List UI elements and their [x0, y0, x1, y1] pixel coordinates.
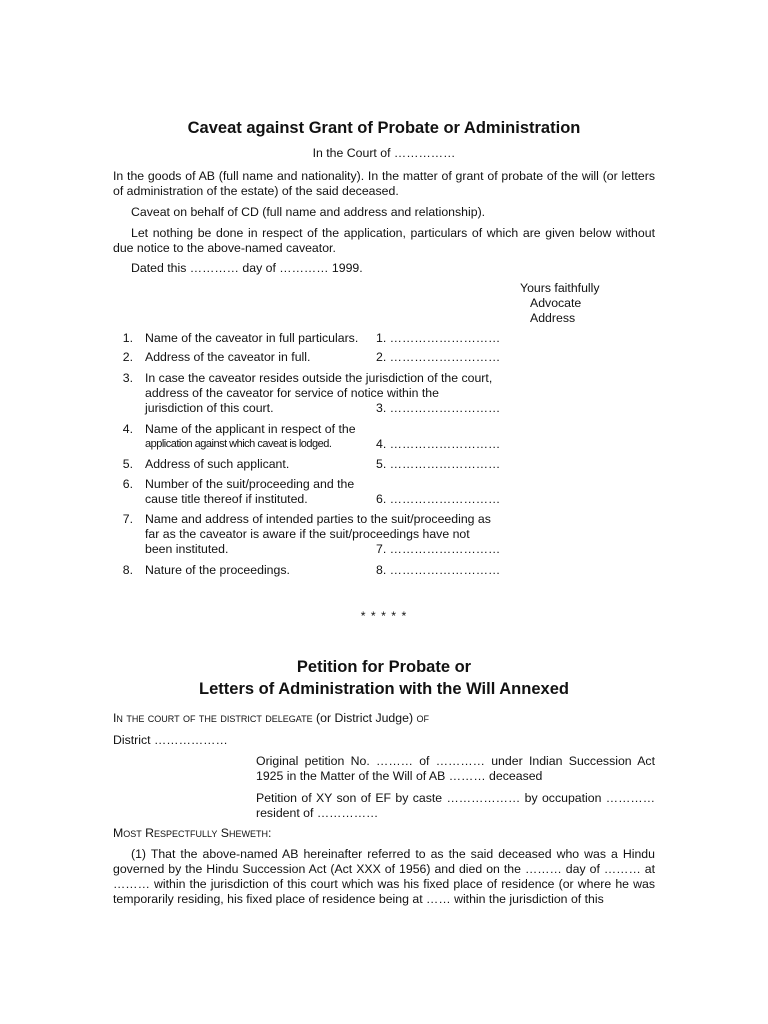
item-text: address of the caveator for service of notice within the [145, 386, 439, 400]
item-number: 1. [122, 331, 133, 345]
caveat-paragraph-1: In the goods of AB (full name and nationality). In the matter of grant of probate of the will (or letters of administration of the estate) of the said deceased. [113, 169, 655, 198]
item-text: Number of the suit/proceeding and the [145, 477, 355, 491]
petition-title-line-2: Letters of Administration with the Will Annexed [199, 680, 569, 698]
caveat-paragraph-3: Let nothing be done in respect of the application, particulars of which are given below without due notice to the above-named caveator. [113, 226, 655, 255]
court-of: of [416, 711, 429, 725]
item-text: Nature of the proceedings. [145, 563, 290, 577]
item-text: Address of such applicant. [145, 457, 290, 471]
item-text: far as the caveator is aware if the suit/proceedings have not [145, 527, 470, 541]
caveat-paragraph-2: Caveat on behalf of CD (full name and address and relationship). [131, 205, 486, 219]
item-text: Address of the caveator in full. [145, 350, 311, 364]
court-line: In the Court of …………… [312, 146, 456, 160]
court-parenthetical: (or District Judge) [316, 711, 414, 725]
signoff-address: Address [530, 311, 576, 325]
court-small-caps: In the court of the district delegate [113, 711, 313, 725]
item-text: been instituted. [145, 542, 229, 556]
item-fill: 8. ……………………… [376, 563, 501, 577]
petition-court-heading [113, 711, 655, 726]
item-fill: 3. ……………………… [376, 401, 501, 415]
petition-of-text: Petition of XY son of EF by caste ……………… by occupation ………… resident of …………… [256, 791, 655, 820]
item-text: Name of the applicant in respect of the [145, 422, 356, 436]
original-petition-text: Original petition No. ……… of ………… under Indian Succession Act 1925 in the Matter of the Will of AB ……… deceased [256, 754, 655, 783]
item-fill: 7. ……………………… [376, 542, 501, 556]
item-fill: 2. ……………………… [376, 350, 501, 364]
petition-title-line-1: Petition for Probate or [296, 658, 472, 676]
dated-line: Dated this ………… day of ………… 1999. [131, 261, 363, 275]
caveat-particulars-list: 1. Name of the caveator in full particulars. 1. ……………………… 2. Address of the caveator in full. 2. ……………………… 3. In case the caveator resides outside the jurisdiction of the court, address of the caveator for service of notice within the jurisdiction of this court. 3. ……………………… 4. Name of the applicant in respect of the application against which caveat is lodged. 4. ……………………… 5. Address of such applicant. 5. ……………………… 6. Number of the suit/proceeding and the cause title thereof if instituted. 6. ……………………… 7. Name and address of intended parties to the suit/proceeding as far as the caveator is aware if the suit/proceedings have not been instituted. 7. ……………………… 8. Nature of the proceedings. 8. ……………………… [0, 0, 768, 1024]
item-text: Name of the caveator in full particulars. [145, 331, 359, 345]
item-fill: 6. ……………………… [376, 492, 501, 506]
item-text: application against which caveat is lodged. [145, 438, 332, 450]
item-fill: 4. ……………………… [376, 437, 501, 451]
item-text: cause title thereof if instituted. [145, 492, 308, 506]
most-respectfully-sheweth: Most Respectfully Sheweth: [113, 826, 272, 840]
signoff-advocate: Advocate [530, 296, 582, 310]
petition-paragraph-1: (1) That the above-named AB hereinafter referred to as the said deceased who was a Hindu governed by the Hindu Succession Act (Act XXX of 1956) and died on the ……… day of ……… at ……… within the jurisdiction of this court which was his fixed place of residence (or where he was temporarily residing, his fixed place of residence being at …… within the jurisdiction of this [113, 847, 655, 906]
district-line: District ……………… [113, 733, 228, 747]
item-text: Name and address of intended parties to the suit/proceeding as [145, 512, 491, 526]
item-text: jurisdiction of this court. [145, 401, 274, 415]
item-text: In case the caveator resides outside the jurisdiction of the court, [145, 371, 493, 385]
section-separator: * * * * * [360, 609, 408, 623]
caveat-title: Caveat against Grant of Probate or Administration [187, 119, 581, 137]
item-fill: 5. ……………………… [376, 457, 501, 471]
item-fill: 1. ……………………… [376, 331, 501, 345]
signoff-yours-faithfully: Yours faithfully [520, 281, 600, 295]
